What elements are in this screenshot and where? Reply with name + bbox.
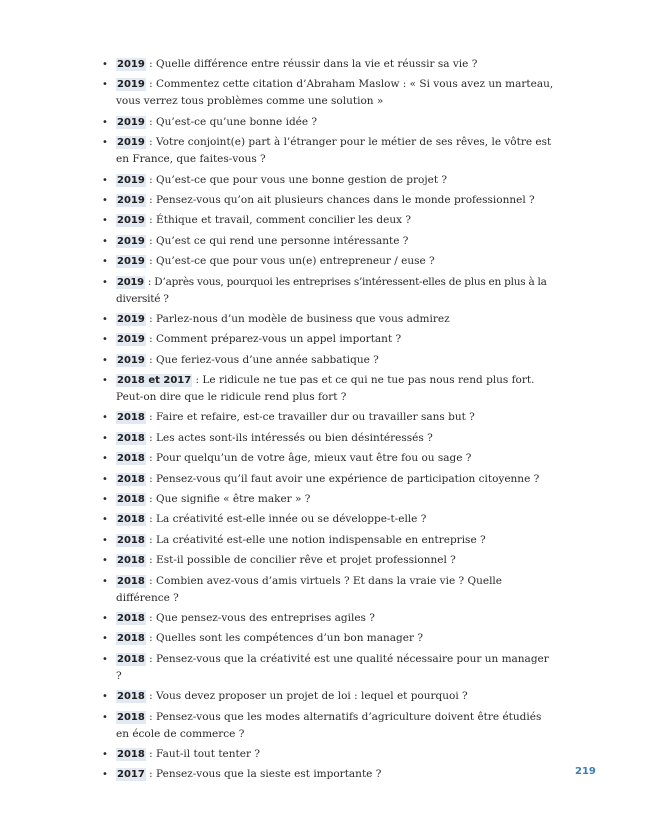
question-text: : Pensez-vous qu’on ait plusieurs chances dans le monde professionnel ? — [145, 193, 535, 206]
question-text: : Est-il possible de concilier rêve et projet professionnel ? — [145, 554, 456, 567]
question-text: : Pour quelqu’un de votre âge, mieux vaut être fou ou sage ? — [145, 452, 472, 465]
page-number: 219 — [575, 766, 596, 777]
year-tag: 2018 — [117, 612, 145, 624]
question-text: : Faire et refaire, est-ce travailler dur ou travailler sans but ? — [145, 411, 475, 424]
question-text: : Le ridicule ne tue pas et ce qui ne tue pas nous rend plus fort. Peut-on dire que le ridicule rend plus fort ? — [116, 374, 535, 404]
year-tag: 2019 — [117, 137, 145, 149]
question-text: : Vous devez proposer un projet de loi : lequel et pourquoi ? — [145, 690, 468, 703]
year-tag: 2018 — [117, 653, 145, 665]
list-item — [102, 409, 554, 426]
question-text: : Éthique et travail, comment concilier les deux ? — [145, 214, 411, 227]
question-text: : Les actes sont-ils intéressés ou bien désintéressés ? — [145, 431, 433, 444]
list-item — [102, 511, 554, 528]
year-tag: 2019 — [117, 256, 145, 268]
question-text: : La créativité est-elle une notion indispensable en entreprise ? — [145, 533, 486, 546]
year-tag: 2018 — [117, 711, 145, 723]
question-text: : Qu’est-ce que pour vous une bonne gestion de projet ? — [145, 173, 448, 186]
question-text: : Qu’est-ce que pour vous un(e) entrepreneur / euse ? — [145, 255, 435, 268]
year-tag: 2018 — [117, 412, 145, 424]
list-item — [102, 746, 554, 763]
list-item — [102, 311, 554, 328]
question-text: : Faut-il tout tenter ? — [145, 747, 260, 760]
list-item — [102, 573, 554, 607]
list-item — [102, 233, 554, 250]
question-text: : Commentez cette citation d’Abraham Maslow : « Si vous avez un marteau, vous verrez tous problèmes comme une solution » — [116, 78, 554, 108]
year-tag: 2019 — [117, 334, 145, 346]
question-text: : Votre conjoint(e) part à l’étranger pour le métier de ses rêves, le vôtre est en France, que faites-vous ? — [116, 136, 552, 166]
list-item — [102, 372, 554, 406]
question-text: : La créativité est-elle innée ou se développe-t-elle ? — [145, 513, 427, 526]
year-tag: 2018 — [117, 575, 145, 587]
year-tag: 2018 — [117, 473, 145, 485]
question-text: : Qu’est-ce qu’une bonne idée ? — [145, 115, 318, 128]
year-tag: 2019 — [117, 116, 145, 128]
year-tag: 2019 — [117, 313, 145, 325]
question-text: : Pensez-vous qu’il faut avoir une expérience de participation citoyenne ? — [145, 472, 540, 485]
question-text: : Quelle différence entre réussir dans la vie et réussir sa vie ? — [145, 58, 478, 70]
list-item — [102, 212, 554, 229]
list-item — [102, 253, 554, 270]
year-tag: 2018 — [117, 514, 145, 526]
list-item — [102, 450, 554, 467]
list-item — [102, 352, 554, 369]
list-item — [102, 651, 554, 685]
list-item — [102, 709, 554, 743]
list-item — [102, 274, 554, 308]
year-tag: 2018 — [117, 453, 145, 465]
question-text: : Comment préparez-vous un appel important ? — [145, 333, 402, 346]
list-item — [102, 56, 554, 73]
list-item — [102, 76, 554, 110]
question-text: : Parlez-nous d’un modèle de business que vous admirez — [145, 312, 450, 325]
list-item — [102, 688, 554, 705]
list-item — [102, 610, 554, 627]
list-item — [102, 114, 554, 131]
list-item — [102, 491, 554, 508]
question-text: : Que pensez-vous des entreprises agiles ? — [145, 611, 375, 624]
list-item — [102, 430, 554, 447]
question-text: : Combien avez-vous d’amis virtuels ? Et dans la vraie vie ? Quelle différence ? — [116, 574, 502, 604]
year-tag: 2018 — [117, 555, 145, 567]
year-tag: 2019 — [117, 194, 145, 206]
question-text: : D’après vous, pourquoi les entreprises s’intéressent-elles de plus en plus à la diversité ? — [116, 275, 547, 305]
question-list — [102, 56, 554, 787]
list-item — [102, 192, 554, 209]
year-tag: 2018 — [117, 633, 145, 645]
year-tag: 2018 — [117, 534, 145, 546]
question-text: : Que feriez-vous d’une année sabbatique ? — [145, 353, 379, 366]
year-tag: 2019 — [117, 276, 144, 288]
question-text: : Qu’est ce qui rend une personne intéressante ? — [145, 234, 409, 247]
list-item — [102, 172, 554, 189]
year-tag: 2018 — [117, 748, 145, 760]
year-tag: 2018 — [117, 494, 145, 506]
year-tag: 2018 — [117, 691, 145, 703]
year-tag: 2019 — [117, 59, 145, 70]
list-item — [102, 134, 554, 168]
question-text: : Que signifie « être maker » ? — [145, 493, 311, 506]
question-text: : Pensez-vous que la sieste est importante ? — [145, 768, 382, 781]
year-tag: 2019 — [117, 174, 145, 186]
year-tag: 2017 — [117, 769, 145, 781]
question-text: : Pensez-vous que les modes alternatifs d’agriculture doivent être étudiés en école de commerce ? — [116, 710, 542, 740]
list-item — [102, 532, 554, 549]
year-tag: 2018 — [117, 432, 145, 444]
list-item — [102, 471, 554, 488]
list-item — [102, 331, 554, 348]
question-text: : Pensez-vous que la créativité est une qualité nécessaire pour un manager ? — [116, 652, 549, 682]
list-item — [102, 766, 554, 783]
year-tag: 2018 et 2017 — [117, 375, 192, 387]
question-text: : Quelles sont les compétences d’un bon manager ? — [145, 632, 423, 645]
year-tag: 2019 — [117, 215, 145, 227]
list-item — [102, 630, 554, 647]
year-tag: 2019 — [117, 354, 145, 366]
list-item — [102, 552, 554, 569]
year-tag: 2019 — [117, 79, 145, 91]
year-tag: 2019 — [117, 235, 145, 247]
